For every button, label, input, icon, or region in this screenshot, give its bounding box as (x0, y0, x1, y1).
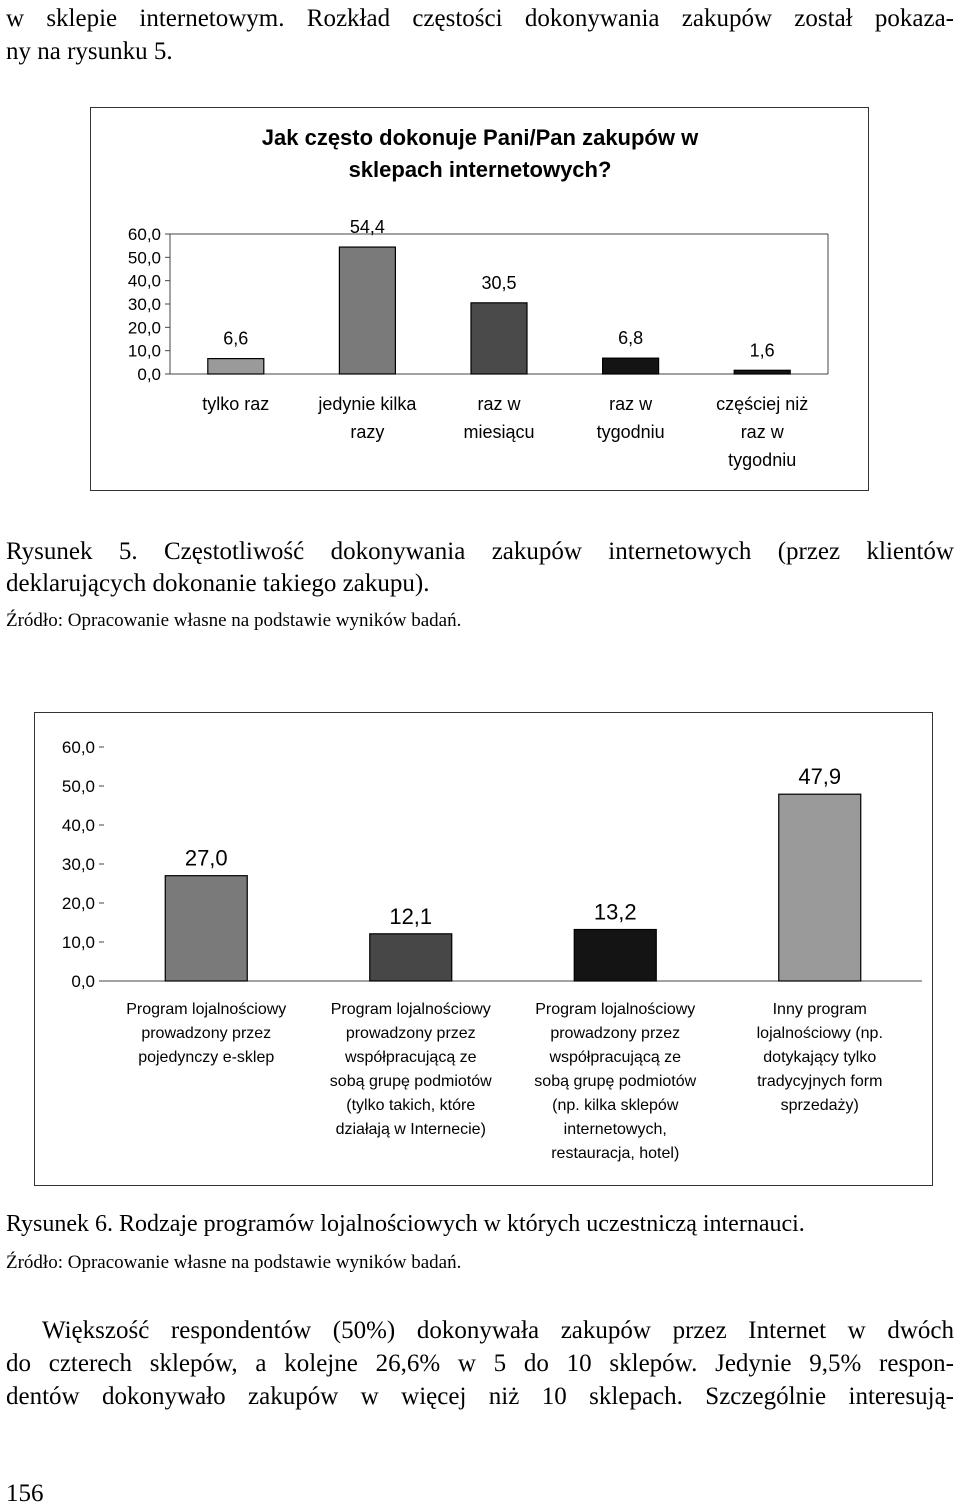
y-tick-label: 0,0 (137, 364, 161, 384)
category-label: częściej niż (716, 394, 809, 414)
category-label: raz w (740, 422, 784, 442)
bar-value-label: 47,9 (798, 764, 842, 790)
figure6-source: Źródło: Opracowanie własne na podstawie wyników badań. (6, 1252, 462, 1273)
figure5-chart-svg (91, 108, 868, 490)
y-tick-label: 50,0 (127, 248, 161, 268)
category-label: tygodniu (728, 450, 797, 470)
category-label: restauracja, hotel) (551, 1145, 680, 1162)
bar-4 (779, 794, 861, 981)
category-label: raz w (477, 394, 521, 414)
chart-title: sklepach internetowych? (348, 157, 612, 182)
category-label: współpracującą ze (344, 1049, 477, 1066)
body-line-2: do czterech sklepów, a kolejne 26,6% w 5 do 10 sklepów. Jedynie 9,5% respon- (6, 1350, 954, 1377)
figure6-chart (34, 712, 933, 1186)
bar-value-label: 27,0 (184, 845, 228, 871)
y-tick-label: 60,0 (61, 737, 95, 757)
category-label: Program lojalnościowy (126, 1001, 287, 1018)
y-tick-label: 60,0 (127, 224, 161, 244)
bar-5 (734, 370, 790, 374)
y-tick-label: 0,0 (71, 971, 95, 991)
bar-value-label: 13,2 (593, 899, 637, 925)
y-tick-label: 10,0 (61, 932, 95, 952)
bar-value-label: 6,6 (223, 328, 249, 349)
bar-2 (339, 247, 395, 374)
category-label: tylko raz (202, 394, 270, 414)
category-label: Program lojalnościowy (535, 1001, 696, 1018)
y-tick-label: 30,0 (127, 294, 161, 314)
bar-value-label: 54,4 (349, 217, 385, 238)
category-label: Program lojalnościowy (330, 1001, 491, 1018)
body-line-1: Większość respondentów (50%) dokonywała zakupów przez Internet w dwóch (42, 1317, 954, 1344)
y-tick-label: 20,0 (61, 893, 95, 913)
bar-value-label: 1,6 (749, 340, 775, 361)
category-label: lojalnościowy (np. (756, 1025, 883, 1042)
category-label: działają w Internecie) (335, 1121, 486, 1138)
body-line-3: dentów dokonywało zakupów w więcej niż 10 sklepach. Szczególnie interesują- (6, 1383, 954, 1410)
bar-4 (603, 358, 659, 374)
y-tick-label: 30,0 (61, 854, 95, 874)
figure5-source: Źródło: Opracowanie własne na podstawie wyników badań. (6, 610, 462, 631)
category-label: współpracującą ze (549, 1049, 682, 1066)
category-label: tygodniu (596, 422, 665, 442)
intro-line-1: w sklepie internetowym. Rozkład częstości dokonywania zakupów został pokaza- (6, 5, 954, 32)
figure5-caption-line-2: deklarujących dokonanie takiego zakupu). (6, 570, 430, 597)
category-label: Inny program (772, 1001, 867, 1018)
category-label: internetowych, (563, 1121, 667, 1138)
category-label: miesiącu (463, 422, 535, 442)
category-label: raz w (609, 394, 653, 414)
y-tick-label: 40,0 (61, 815, 95, 835)
category-label: prowadzony przez (345, 1025, 476, 1042)
bar-2 (370, 934, 452, 981)
category-label: pojedynczy e-sklep (138, 1049, 275, 1066)
figure5-chart (90, 107, 869, 491)
chart-title: Jak często dokonuje Pani/Pan zakupów w (261, 125, 699, 150)
bar-3 (574, 930, 656, 981)
y-tick-label: 20,0 (127, 318, 161, 338)
figure6-chart-svg (35, 713, 932, 1185)
y-tick-label: 10,0 (127, 341, 161, 361)
intro-line-2: ny na rysunku 5. (6, 38, 173, 65)
category-label: sobą grupę podmiotów (329, 1073, 492, 1090)
category-label: razy (350, 422, 385, 442)
bar-value-label: 6,8 (618, 328, 644, 349)
category-label: prowadzony przez (141, 1025, 272, 1042)
bar-1 (208, 359, 264, 374)
category-label: tradycyjnych form (757, 1073, 883, 1090)
category-label: (np. kilka sklepów (552, 1097, 679, 1114)
category-label: jedynie kilka (318, 394, 417, 414)
category-label: sprzedaży) (780, 1097, 859, 1114)
bar-value-label: 12,1 (389, 903, 433, 929)
bar-3 (471, 303, 527, 374)
category-label: prowadzony przez (550, 1025, 681, 1042)
figure6-caption: Rysunek 6. Rodzaje programów lojalnościowych w których uczestniczą internauci. (6, 1211, 805, 1237)
y-tick-label: 40,0 (127, 271, 161, 291)
category-label: dotykający tylko (763, 1049, 877, 1066)
figure5-caption-line-1: Rysunek 5. Częstotliwość dokonywania zakupów internetowych (przez klientów (6, 538, 954, 565)
category-label: (tylko takich, które (346, 1097, 476, 1114)
y-tick-label: 50,0 (61, 776, 95, 796)
bar-1 (165, 876, 247, 981)
bar-value-label: 30,5 (481, 272, 517, 293)
category-label: sobą grupę podmiotów (534, 1073, 697, 1090)
page-number: 156 (6, 1480, 44, 1507)
